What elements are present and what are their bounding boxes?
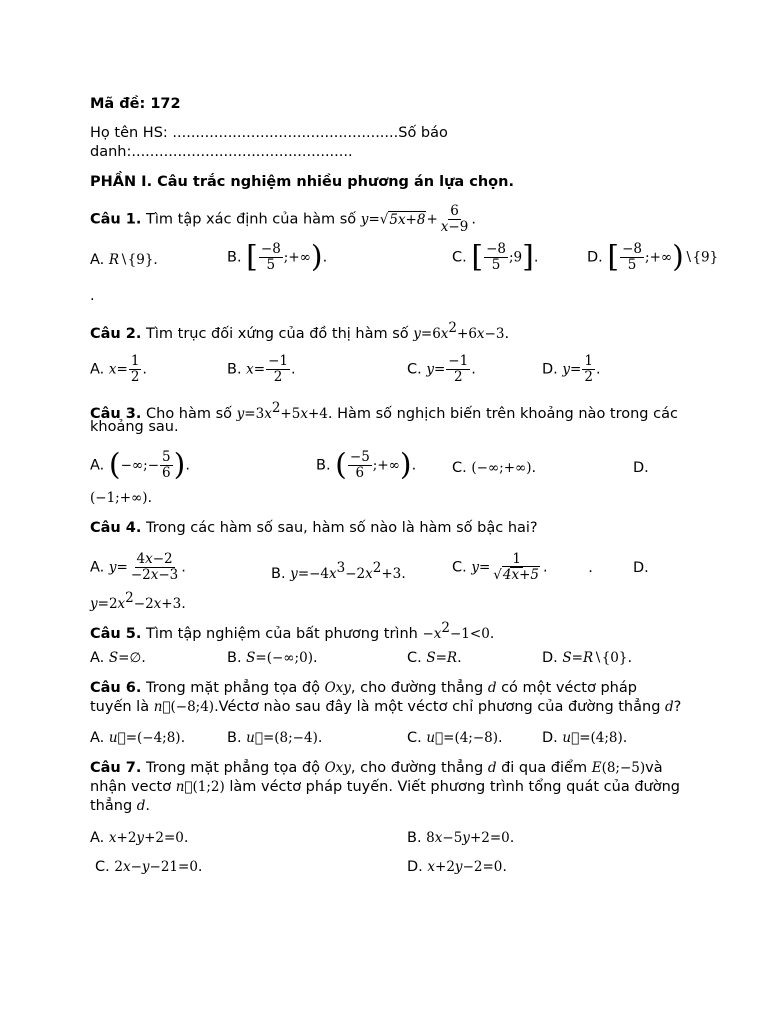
question-text: Tìm tập nghiệm của bất phương trình <box>146 625 418 642</box>
question-text: Tìm trục đối xứng của đồ thị hàm số <box>146 325 409 342</box>
question-text: Trong các hàm số sau, hàm số nào là hàm số bậc hai? <box>146 520 538 536</box>
q6-option-c[interactable]: C. u⃗=(4;−8). <box>407 730 503 746</box>
question-text-cont: khoảng sau. <box>90 419 179 435</box>
q1-option-c[interactable]: C. [ $\frac{-8}{5}$ ;9]. <box>452 239 539 275</box>
question-text: Trong mặt phẳng tọa độ <box>146 680 320 696</box>
q2-option-c[interactable]: C. y= $\frac{-1}{2}$ . <box>407 353 476 385</box>
q1-option-d[interactable]: D. [ $\frac{-8}{5}$ ;+∞)∖{9} <box>587 239 719 275</box>
q6-option-d[interactable]: D. u⃗=(4;8). <box>542 730 628 746</box>
question-label: Câu 2. <box>90 325 142 342</box>
question-label: Câu 6. <box>90 680 142 696</box>
q5-option-d[interactable]: D. S=R∖{0}. <box>542 650 633 666</box>
q5-option-c[interactable]: C. S=R. <box>407 650 462 666</box>
stray-dot: . <box>90 288 95 304</box>
q4-option-b[interactable]: B. $y=-4x^3-2x^2+3$. <box>271 560 406 582</box>
exam-code: Mã đề: 172 <box>90 96 181 112</box>
q4-option-c[interactable]: C. y= $\frac{1}{√4x+5}$ . . <box>452 551 593 583</box>
part-heading: PHẦN I. Câu trắc nghiệm nhiều phương án lựa chọn. <box>90 174 514 190</box>
q5-option-a[interactable]: A. S=∅. <box>90 650 146 666</box>
question-label: Câu 7. <box>90 760 142 776</box>
question-7-cont: nhận vectơ n⃗(1;2) làm véctơ pháp tuyến. Viết phương trình tổng quát của đường <box>90 779 680 795</box>
q3-option-d-value: (−1;+∞). <box>90 490 153 506</box>
question-label: Câu 5. <box>90 625 142 642</box>
q1-option-a[interactable]: A. R∖{9}. <box>90 252 158 268</box>
question-label: Câu 4. <box>90 520 142 536</box>
question-4 <box>90 520 538 536</box>
q5-option-b[interactable]: B. S=(−∞;0). <box>227 650 318 666</box>
question-1: Câu 1. Tìm tập xác định của hàm số y=√5x+8+ $\frac{6}{x-9}$ . <box>90 203 476 235</box>
q3-option-b[interactable]: B. ( $\frac{-5}{6}$ ;+∞). <box>316 447 417 483</box>
question-3: Câu 3. Cho hàm số $y=3x^2+5x+4$. Hàm số nghịch biến trên khoảng nào trong các <box>90 400 678 422</box>
student-name-line: Họ tên HS: .................................................Số báo <box>90 125 448 141</box>
q6-option-a[interactable]: A. u⃗=(−4;8). <box>90 730 186 746</box>
question-text: Tìm tập xác định của hàm số <box>146 211 357 228</box>
q3-option-a[interactable]: A. (−∞;− $\frac{5}{6}$ ). <box>90 447 190 483</box>
q2-option-a[interactable]: A. x= $\frac{1}{2}$ . <box>90 353 148 385</box>
question-label: Câu 3. <box>90 405 142 422</box>
q1-option-b[interactable]: B. [ $\frac{-8}{5}$ ;+∞). <box>227 239 328 275</box>
q7-option-b[interactable]: B. 8x−5y+2=0. <box>407 830 515 846</box>
question-text: Trong mặt phẳng tọa độ <box>146 760 320 776</box>
q6-option-b[interactable]: B. u⃗=(8;−4). <box>227 730 323 746</box>
q2-option-d[interactable]: D. y= $\frac{1}{2}$ . <box>542 353 601 385</box>
q3-option-c[interactable]: C. (−∞;+∞). <box>452 460 537 476</box>
q7-option-c[interactable]: C. 2x−y−21=0. <box>95 859 203 875</box>
question-5: Câu 5. Tìm tập nghiệm của bất phương trình $-x^2-1<0$. <box>90 620 495 642</box>
q7-option-d[interactable]: D. x+2y−2=0. <box>407 859 507 875</box>
q4-option-d-label[interactable]: D. <box>633 560 649 576</box>
q2-option-b[interactable]: B. x= $\frac{-1}{2}$ . <box>227 353 296 385</box>
q3-option-d-label[interactable]: D. <box>633 460 649 476</box>
question-text: Cho hàm số <box>146 405 233 422</box>
q7-option-a[interactable]: A. x+2y+2=0. <box>90 830 189 846</box>
question-2: Câu 2. Tìm trục đối xứng của đồ thị hàm số $y=6x^2+6x-3$. <box>90 320 510 342</box>
question-7-cont2: thẳng d. <box>90 798 151 814</box>
student-id-line: danh:................................................ <box>90 144 353 160</box>
q4-option-d-value: $y=2x^2-2x+3$. <box>90 590 186 612</box>
question-7: Câu 7. Trong mặt phẳng tọa độ Oxy, cho đường thẳng d đi qua điểm E(8;−5)và <box>90 760 663 776</box>
question-6-cont: tuyến là n⃗(−8;4).Véctơ nào sau đây là một véctơ chỉ phương của đường thẳng d? <box>90 699 682 715</box>
question-6: Câu 6. Trong mặt phẳng tọa độ Oxy, cho đường thẳng d có một véctơ pháp <box>90 680 637 696</box>
q4-option-a[interactable]: A. y= $\frac{4x-2}{-2x-3}$ . <box>90 551 186 583</box>
question-label: Câu 1. <box>90 211 142 228</box>
